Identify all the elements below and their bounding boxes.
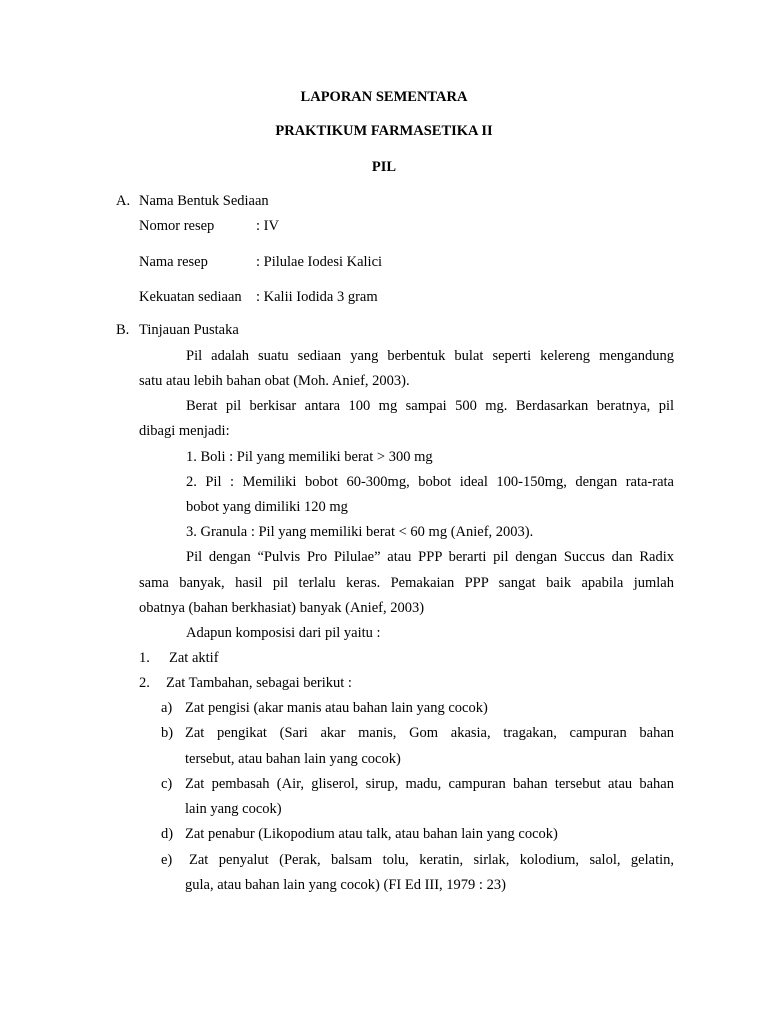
paragraph-line: 2. Pil : Memiliki bobot 60-300mg, bobot ideal 100-150mg, dengan rata-rata (186, 474, 674, 490)
topic-title: PIL (371, 159, 397, 175)
field-label-nama-resep: Nama resep (139, 254, 208, 270)
list-item: Zat aktif (169, 650, 219, 666)
sub-list-letter: d) (161, 826, 174, 842)
section-a-letter: A. (116, 193, 131, 209)
sub-list-item: Zat pembasah (Air, gliserol, sirup, madu, campuran bahan tersebut atau bahan (185, 776, 674, 792)
paragraph-line: sama banyak, hasil pil terlalu keras. Pemakaian PPP sangat baik apabila jumlah (139, 575, 674, 591)
practicum-title: PRAKTIKUM FARMASETIKA II (275, 123, 493, 139)
paragraph-line: 3. Granula : Pil yang memiliki berat < 60 mg (Anief, 2003). (186, 524, 534, 540)
field-value-kekuatan-sediaan: : Kalii Iodida 3 gram (256, 289, 378, 305)
sub-list-letter: a) (161, 700, 173, 716)
sub-list-item: Zat pengisi (akar manis atau bahan lain yang cocok) (185, 700, 488, 716)
list-number: 2. (139, 675, 150, 691)
field-value-nama-resep: : Pilulae Iodesi Kalici (256, 254, 383, 270)
sub-list-item: Zat penyalut (Perak, balsam tolu, keratin, sirlak, kolodium, salol, gelatin, (189, 852, 674, 868)
paragraph-line: Pil adalah suatu sediaan yang berbentuk bulat seperti kelereng mengandung (186, 348, 674, 364)
list-item: Zat Tambahan, sebagai berikut : (166, 675, 352, 691)
sub-list-item: gula, atau bahan lain yang cocok) (FI Ed III, 1979 : 23) (185, 877, 506, 893)
paragraph-line: dibagi menjadi: (139, 423, 230, 439)
section-b-letter: B. (116, 322, 130, 338)
paragraph-line: obatnya (bahan berkhasiat) banyak (Anief, 2003) (139, 600, 425, 616)
section-b-heading: Tinjauan Pustaka (139, 322, 239, 338)
paragraph-line: Berat pil berkisar antara 100 mg sampai 500 mg. Berdasarkan beratnya, pil (186, 398, 674, 414)
paragraph-line: bobot yang dimiliki 120 mg (186, 499, 348, 515)
paragraph-line: 1. Boli : Pil yang memiliki berat > 300 mg (186, 449, 433, 465)
sub-list-letter: c) (161, 776, 173, 792)
sub-list-letter: e) (161, 852, 173, 868)
field-value-nomor-resep: : IV (256, 218, 279, 234)
sub-list-item: Zat penabur (Likopodium atau talk, atau bahan lain yang cocok) (185, 826, 558, 842)
paragraph-line: Adapun komposisi dari pil yaitu : (186, 625, 381, 641)
list-number: 1. (139, 650, 150, 666)
sub-list-letter: b) (161, 725, 174, 741)
report-title: LAPORAN SEMENTARA (300, 89, 468, 105)
section-a-heading: Nama Bentuk Sediaan (139, 193, 269, 209)
sub-list-item: lain yang cocok) (185, 801, 282, 817)
paragraph-line: Pil dengan “Pulvis Pro Pilulae” atau PPP berarti pil dengan Succus dan Radix (186, 549, 674, 565)
sub-list-item: Zat pengikat (Sari akar manis, Gom akasia, tragakan, campuran bahan (185, 725, 674, 741)
field-label-nomor-resep: Nomor resep (139, 218, 215, 234)
field-label-kekuatan-sediaan: Kekuatan sediaan (139, 289, 242, 305)
sub-list-item: tersebut, atau bahan lain yang cocok) (185, 751, 401, 767)
paragraph-line: satu atau lebih bahan obat (Moh. Anief, 2003). (139, 373, 410, 389)
